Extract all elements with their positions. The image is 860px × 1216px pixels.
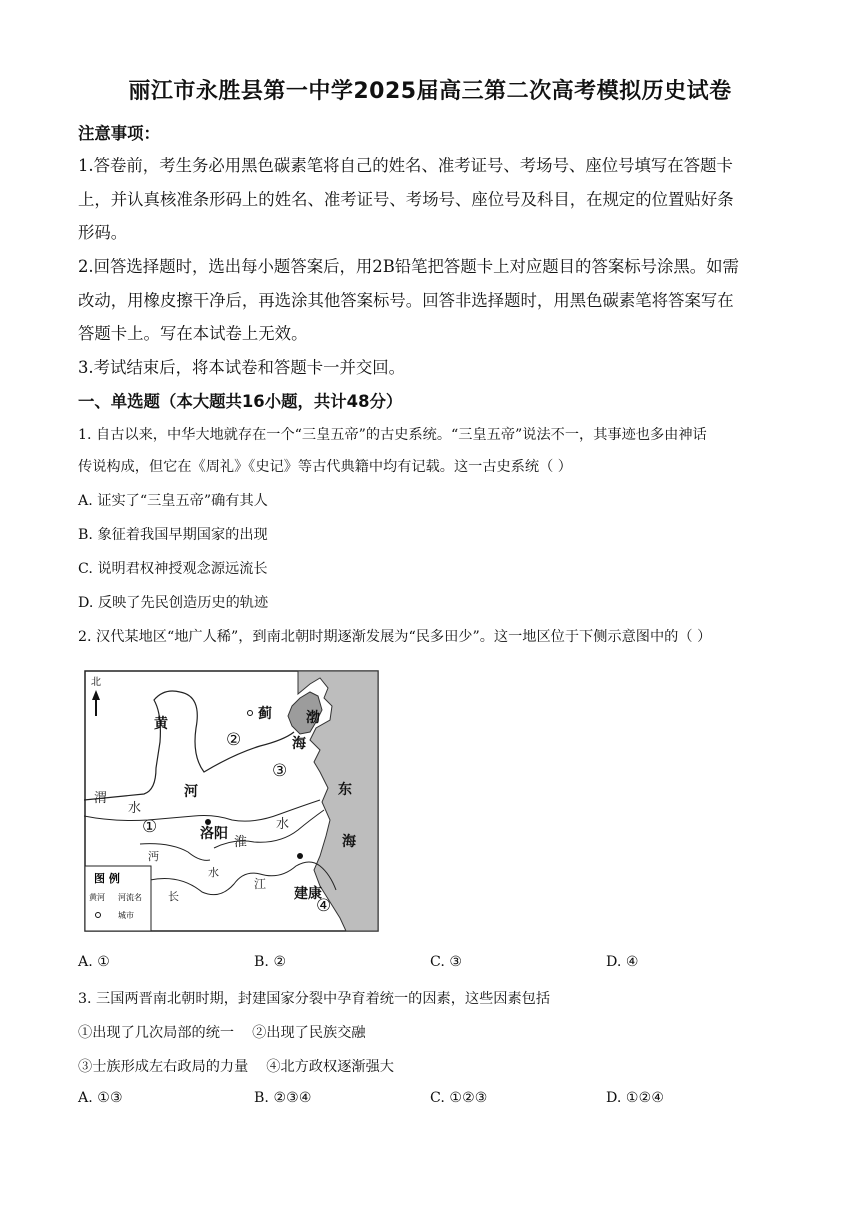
- q2-option-a: A. ①: [78, 954, 110, 970]
- legend-river-label: 河流名: [118, 893, 142, 902]
- label-huai: 淮: [234, 835, 248, 850]
- label-mian-shui: 水: [208, 866, 219, 879]
- label-donghai-hai: 海: [342, 834, 356, 850]
- north-label: 北: [91, 677, 101, 688]
- q2-option-b: B. ②: [254, 954, 287, 970]
- notice-line: 2.回答选择题时，选出每小题答案后，用2B铅笔把答题卡上对应题目的答案标号涂黑。如需: [78, 257, 739, 276]
- q3-option-d: D. ①②④: [606, 1090, 665, 1106]
- q1-option-c: C. 说明君权神授观念源远流长: [78, 561, 268, 577]
- q2-option-d: D. ④: [606, 954, 639, 970]
- section-title: 一、单选题（本大题共16小题，共计48分）: [78, 392, 403, 411]
- marker-4: ④: [316, 896, 332, 916]
- legend-river-sample: 黄河: [89, 893, 105, 902]
- notice-line: 形码。: [78, 223, 128, 242]
- label-bohai-hai: 海: [292, 736, 306, 752]
- q1-option-a: A. 证实了“三皇五帝”确有其人: [78, 493, 268, 509]
- map-figure: [84, 670, 379, 932]
- label-dong: 东: [338, 782, 352, 798]
- notice-heading: 注意事项：: [78, 124, 160, 143]
- label-wei-shui: 水: [128, 801, 142, 816]
- notice-line: 上，并认真核准条形码上的姓名、准考证号、考场号、座位号及科目，在规定的位置贴好条: [78, 190, 734, 209]
- q3-item-line: ③士族形成左右政局的力量 ④北方政权逐渐强大: [78, 1059, 394, 1075]
- label-chang: 长: [168, 890, 179, 903]
- q2-option-c: C. ③: [430, 954, 463, 970]
- label-ji: 蓟: [258, 706, 272, 722]
- notice-line: 答题卡上。写在本试卷上无效。: [78, 324, 308, 343]
- label-wei: 渭: [94, 791, 108, 806]
- q1-stem: 传说构成，但它在《周礼》《史记》等古代典籍中均有记载。这一古史系统（ ）: [78, 459, 572, 475]
- city-dot-jiankang: [297, 853, 303, 859]
- label-luoyang: 洛阳: [200, 826, 228, 842]
- notice-line: 1.答卷前，考生务必用黑色碳素笔将自己的姓名、准考证号、考场号、座位号填写在答题卡: [78, 156, 733, 175]
- notice-line: 改动，用橡皮擦干净后，再选涂其他答案标号。回答非选择题时，用黑色碳素笔将答案写在: [78, 291, 734, 310]
- notice-line: 3.考试结束后，将本试卷和答题卡一并交回。: [78, 358, 406, 377]
- marker-2: ②: [226, 730, 242, 750]
- label-jiankang: 建康: [294, 886, 322, 902]
- label-huang: 黄: [154, 716, 168, 732]
- legend-title: 图 例: [94, 872, 120, 885]
- q1-option-d: D. 反映了先民创造历史的轨迹: [78, 595, 269, 611]
- label-he: 河: [184, 784, 198, 800]
- q2-stem: 2. 汉代某地区“地广人稀”，到南北朝时期逐渐发展为“民多田少”。这一地区位于下侧示意图中的（ ）: [78, 629, 712, 645]
- q3-option-b: B. ②③④: [254, 1090, 312, 1106]
- label-jiang: 江: [254, 877, 267, 891]
- legend-city-label: 城市: [118, 911, 134, 920]
- q3-option-c: C. ①②③: [430, 1090, 488, 1106]
- marker-1: ①: [142, 817, 158, 837]
- q1-option-b: B. 象征着我国早期国家的出现: [78, 527, 268, 543]
- q3-stem: 3. 三国两晋南北朝时期，封建国家分裂中孕育着统一的因素，这些因素包括: [78, 991, 551, 1007]
- city-dot-luoyang: [205, 819, 211, 825]
- q1-stem: 1. 自古以来，中华大地就存在一个“三皇五帝”的古史系统。“三皇五帝”说法不一，其事迹也多由神话: [78, 427, 707, 443]
- q3-item-line: ①出现了几次局部的统一 ②出现了民族交融: [78, 1025, 366, 1041]
- label-bo: 渤: [306, 710, 320, 726]
- label-mian: 沔: [148, 850, 159, 863]
- city-dot-ji: [248, 711, 253, 716]
- marker-3: ③: [272, 761, 288, 781]
- legend-city-dot: [96, 913, 101, 918]
- exam-title: 丽江市永胜县第一中学2025届高三第二次高考模拟历史试卷: [128, 79, 732, 104]
- q3-option-a: A. ①③: [78, 1090, 123, 1106]
- label-huai-shui: 水: [276, 817, 290, 832]
